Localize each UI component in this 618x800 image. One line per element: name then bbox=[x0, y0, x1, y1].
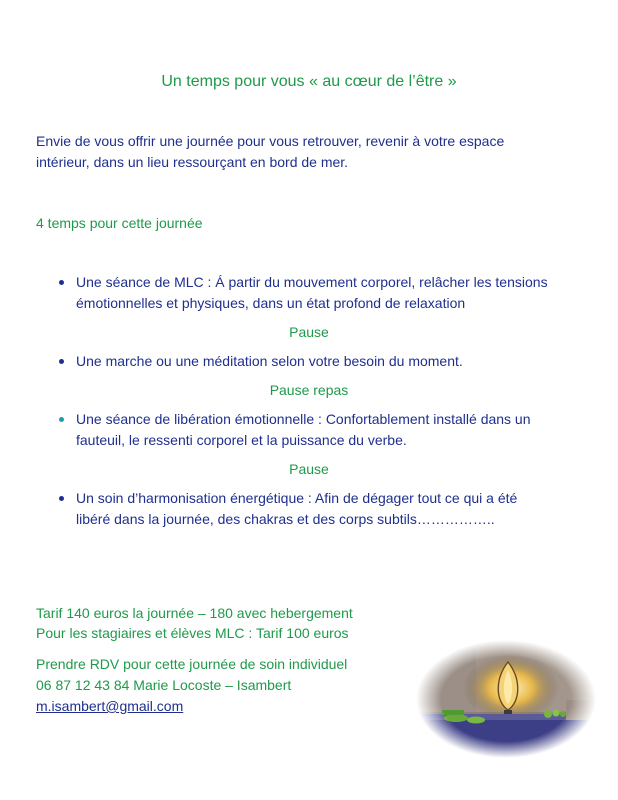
contact-email-link[interactable]: m.isambert@gmail.com bbox=[36, 698, 184, 714]
program-item-liberation bbox=[56, 409, 586, 451]
intro-line-2: intérieur, dans un lieu ressourçant en bord de mer. bbox=[36, 154, 349, 170]
program-item-text: Une séance de libération émotionnelle : Confortablement installé dans un bbox=[76, 411, 531, 427]
program-item-text: émotionnelles et physiques, dans un état profond de relaxation bbox=[76, 295, 466, 311]
pause-label: Pause bbox=[289, 461, 329, 477]
page-title: Un temps pour vous « au cœur de l’être » bbox=[161, 73, 457, 90]
contact-phone: 06 87 12 43 84 Marie Locoste – Isambert bbox=[36, 677, 292, 693]
contact-block bbox=[36, 654, 347, 717]
program-item-text: fauteuil, le ressenti corporel et la puissance du verbe. bbox=[76, 432, 407, 448]
program-item-text: libéré dans la journée, des chakras et des corps subtils…………….. bbox=[76, 511, 495, 527]
contact-line-1: Prendre RDV pour cette journée de soin individuel bbox=[36, 656, 348, 672]
tarif-line-1: Tarif 140 euros la journée – 180 avec hebergement bbox=[36, 605, 353, 621]
program-item-text: Une marche ou une méditation selon votre besoin du moment. bbox=[76, 353, 463, 369]
pause-label: Pause bbox=[289, 324, 329, 340]
program-subheading: 4 temps pour cette journée bbox=[36, 215, 203, 231]
relaxation-room-photo bbox=[416, 640, 596, 758]
program-item-text: Une séance de MLC : Á partir du mouvement corporel, relâcher les tensions bbox=[76, 274, 548, 290]
program-item-soin bbox=[56, 488, 586, 530]
intro-line-1: Envie de vous offrir une journée pour vous retrouver, revenir à votre espace bbox=[36, 133, 505, 149]
intro-paragraph bbox=[36, 131, 596, 173]
program-item-text: Un soin d’harmonisation énergétique : Afin de dégager tout ce qui a été bbox=[76, 490, 518, 506]
program-item-marche bbox=[56, 351, 586, 372]
pause-repas-label: Pause repas bbox=[269, 382, 349, 398]
program-item-mlc bbox=[56, 272, 586, 314]
tarif-block bbox=[36, 603, 353, 643]
tarif-line-2: Pour les stagiaires et élèves MLC : Tarif 100 euros bbox=[36, 625, 349, 641]
program-list bbox=[56, 272, 586, 530]
